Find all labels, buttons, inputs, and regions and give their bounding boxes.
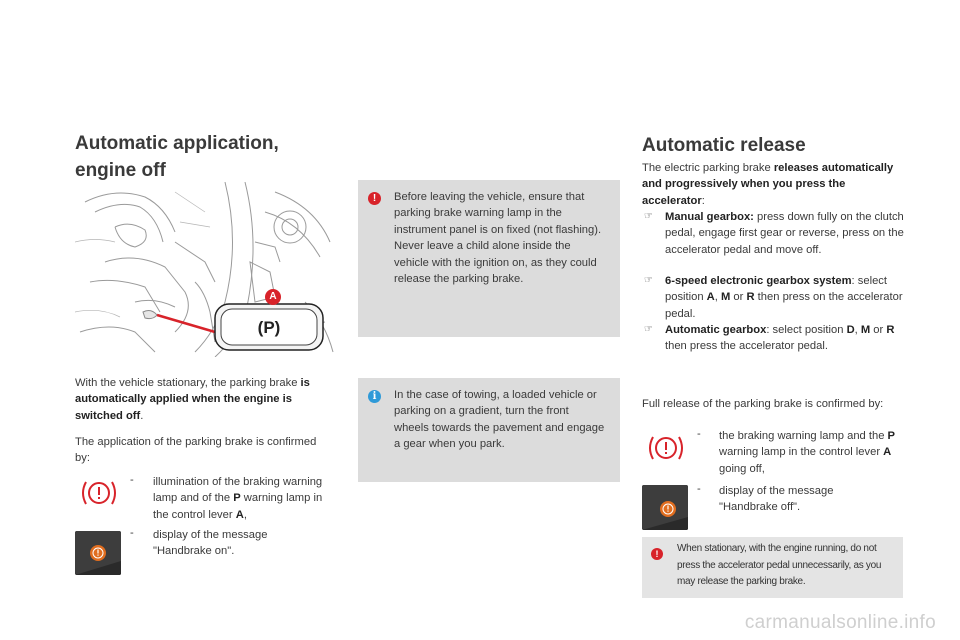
warning-box-accelerator: [642, 537, 903, 598]
brake-warning-icon: [647, 433, 685, 463]
parking-lamp-symbol: (P): [257, 318, 281, 337]
list-dash: -: [697, 483, 701, 495]
warning-small-text: When stationary, with the engine running, do not press the accelerator pedal unnecessarily, as you may release the parking brake.: [677, 543, 882, 587]
list-dash: -: [130, 527, 134, 539]
confirm-paragraph: The application of the parking brake is confirmed by:: [75, 436, 317, 465]
dashboard-illustration: [75, 182, 337, 357]
display-handbrake-on-image: [75, 531, 121, 575]
right-confirm-item-1: the braking warning lamp and the P warning lamp in the control lever A going off,: [719, 430, 896, 475]
warning-icon: !: [368, 192, 381, 205]
release-manual-gearbox: Manual gearbox: press down fully on the clutch pedal, engage first gear or reverse, press on the accelerator pedal and move off.: [665, 211, 904, 256]
warning-text: Before leaving the vehicle, ensure that parking brake warning lamp in the instrument panel is on fixed (not flashing). Never leave a child alone inside the vehicle with the ignition on, as they could release the parking brake.: [394, 191, 602, 286]
info-box-towing: [358, 378, 620, 482]
console-line-drawing: [75, 182, 337, 357]
warning-icon: !: [651, 548, 663, 560]
full-release-paragraph: Full release of the parking brake is confirmed by:: [642, 398, 884, 410]
brake-warning-icon: [80, 478, 118, 508]
left-confirm-item-2: display of the message "Handbrake on".: [153, 529, 268, 558]
section-title-application: Automatic application, engine off: [75, 133, 279, 181]
warning-box-leaving-vehicle: [358, 180, 620, 337]
list-dash: -: [697, 428, 701, 440]
site-watermark: carmanualsonline.info: [744, 612, 936, 633]
release-electronic-gearbox: 6-speed electronic gearbox system: select position A, M or R then press on the accelerator pedal.: [665, 275, 903, 320]
hand-pointer-icon: ☞: [644, 211, 653, 222]
auto-apply-paragraph: With the vehicle stationary, the parking brake is automatically applied when the engine is switched off.: [75, 377, 310, 422]
release-intro: The electric parking brake releases automatically and progressively when you press the accelerator:: [642, 162, 894, 207]
info-icon: i: [368, 390, 381, 403]
release-automatic-gearbox: Automatic gearbox: select position D, M or R then press the accelerator pedal.: [665, 324, 895, 353]
section-title-release: Automatic release: [642, 135, 806, 156]
hand-pointer-icon: ☞: [644, 324, 653, 335]
left-confirm-item-1: illumination of the braking warning lamp and of the P warning lamp in the control lever A,: [153, 476, 323, 521]
callout-a-badge: A: [265, 289, 281, 305]
right-confirm-item-2: display of the message "Handbrake off".: [719, 485, 834, 514]
list-dash: -: [130, 474, 134, 486]
info-text: In the case of towing, a loaded vehicle or parking on a gradient, turn the front wheels towards the pavement and engage a gear when you park.: [394, 389, 605, 451]
display-handbrake-off-image: [642, 485, 688, 530]
hand-pointer-icon: ☞: [644, 275, 653, 286]
